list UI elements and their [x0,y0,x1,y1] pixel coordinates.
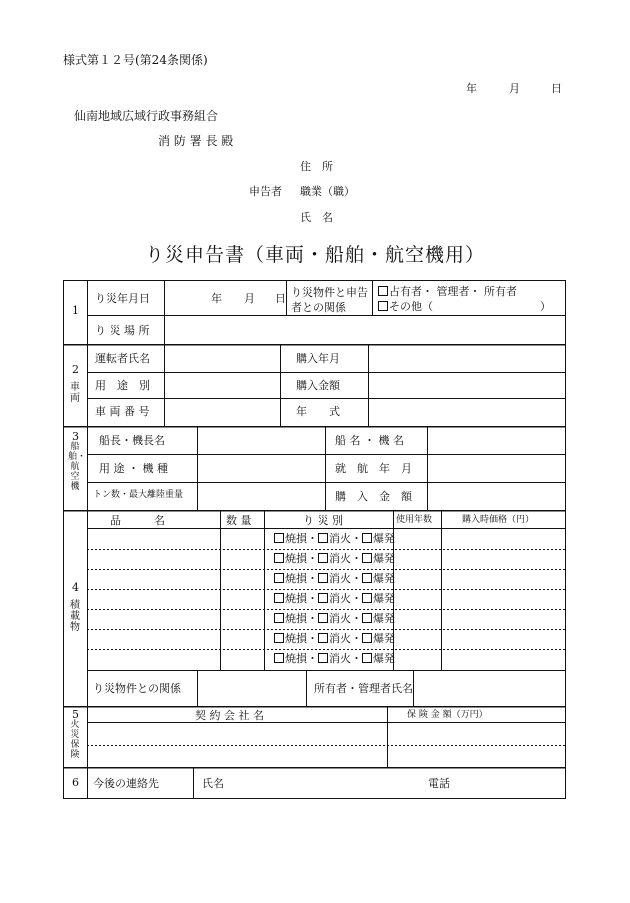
vessel-purchase-amount-label: 購 入 金 額 [335,490,412,503]
section-6-number: 6 [72,776,79,789]
form-number: 様式第１２号(第24条関係) [63,53,208,67]
damage-checkbox[interactable] [274,593,284,603]
separator: ・ [351,632,362,645]
damage-checkbox[interactable] [318,593,328,603]
damage-option-label: 消火 [329,652,351,665]
relation-other-close: ） [540,300,551,313]
purchase-price-header: 購入時価格（円） [462,515,535,525]
damage-option-label: 爆発 [373,652,395,665]
damage-checkbox[interactable] [362,633,372,643]
contact-phone-label: 電話 [428,777,450,790]
contact-label: 今後の連絡先 [93,777,159,790]
owner-manager-name-label: 所有者・管理者氏名 [314,682,413,695]
damage-checkbox[interactable] [318,633,328,643]
damage-option-label: 消火 [329,612,351,625]
section-5-label: 火災保険 [70,720,80,760]
captain-name-label: 船長・機長名 [99,434,165,447]
relation-options[interactable] [378,286,517,297]
section-3-label: 船舶・航空機 [68,442,87,492]
other-checkbox[interactable] [378,301,388,311]
driver-name-label: 運転者氏名 [95,352,150,365]
disaster-date-day[interactable]: 日 [275,292,286,305]
separator: ・ [351,612,362,625]
contact-name-label: 氏名 [202,777,224,790]
separator: ・ [351,572,362,585]
damage-option-label: 焼損 [285,532,307,545]
relation-other-text: その他（ [389,300,433,313]
usage-model-label: 用 途 ・ 機 種 [99,462,168,475]
damage-checkbox[interactable] [318,573,328,583]
separator: ・ [307,572,318,585]
section-3-number: 3 [72,430,79,443]
model-year-label: 年 式 [296,405,340,418]
damage-option-label: 焼損 [285,552,307,565]
usage-type-label: 用 途 別 [95,379,150,392]
section-5-number: 5 [72,708,79,721]
organization-name: 仙南地域広域行政事務組合 [74,109,219,123]
contract-company-header: 契 約 会 社 名 [195,709,264,722]
damage-checkbox[interactable] [362,553,372,563]
separator: ・ [307,612,318,625]
applicant-name-label: 氏 名 [300,211,333,224]
item-relation-label: り災物件との関係 [93,682,181,695]
damage-option-label: 消火 [329,592,351,605]
damage-option-label: 消火 [329,552,351,565]
damage-checkbox[interactable] [274,633,284,643]
damage-checkbox[interactable] [318,653,328,663]
damage-checkbox[interactable] [318,613,328,623]
addressee: 消 防 署 長 殿 [158,134,234,148]
damage-type-row[interactable] [274,553,395,564]
damage-checkbox[interactable] [274,573,284,583]
purchase-date-label: 購入年月 [296,352,340,365]
damage-option-label: 消火 [329,532,351,545]
damage-checkbox[interactable] [362,613,372,623]
damage-option-label: 爆発 [373,532,395,545]
separator: ・ [307,592,318,605]
damage-checkbox[interactable] [318,553,328,563]
damage-option-label: 爆発 [373,572,395,585]
separator: ・ [307,632,318,645]
disaster-type-header: り 災 別 [303,514,343,527]
date-year-unit: 年 [466,82,477,95]
separator: ・ [351,652,362,665]
disaster-date-year[interactable]: 年 [211,292,222,305]
damage-checkbox[interactable] [274,553,284,563]
separator: ・ [307,532,318,545]
occupant-checkbox[interactable] [378,286,388,296]
disaster-date-month[interactable]: 月 [244,292,255,305]
applicant-label: 申告者 [249,185,282,198]
separator: ・ [307,652,318,665]
relation-options-text: 占有者・ 管理者・ 所有者 [389,285,517,298]
damage-type-row[interactable] [274,573,395,584]
damage-type-row[interactable] [274,533,395,544]
quantity-header: 数 量 [226,514,252,527]
section-4-label: 積載物 [70,600,80,633]
years-used-header: 使用年数 [396,515,433,525]
damage-type-row[interactable] [274,653,395,664]
item-name-header: 品 名 [110,514,165,527]
relation-label: り災物件と申告者との関係 [291,286,368,314]
disaster-date-label: り災年月日 [95,292,150,305]
damage-option-label: 焼損 [285,592,307,605]
purchase-amount-label: 購入金額 [296,379,340,392]
applicant-occupation-label: 職業（職） [300,185,355,198]
damage-type-row[interactable] [274,593,395,604]
page-title: り災申告書（車両・船舶・航空機用） [145,244,486,266]
damage-option-label: 焼損 [285,632,307,645]
damage-option-label: 消火 [329,632,351,645]
relation-other[interactable] [378,301,433,312]
separator: ・ [351,592,362,605]
date-day-unit: 日 [551,82,562,95]
service-date-label: 就 航 年 月 [335,462,412,475]
damage-checkbox[interactable] [362,533,372,543]
date-month-unit: 月 [509,82,520,95]
disaster-place-label: り 災 場 所 [95,324,150,337]
damage-option-label: 消火 [329,572,351,585]
separator: ・ [351,532,362,545]
applicant-address-label: 住 所 [300,160,333,173]
separator: ・ [307,552,318,565]
damage-type-row[interactable] [274,613,395,624]
damage-checkbox[interactable] [318,533,328,543]
insurance-amount-header: 保 険 金 額（万円） [407,710,488,720]
damage-option-label: 爆発 [373,632,395,645]
section-1-number: 1 [72,304,79,317]
damage-type-row[interactable] [274,633,395,644]
damage-checkbox[interactable] [362,573,372,583]
damage-option-label: 焼損 [285,612,307,625]
tonnage-label: トン数・最大離陸重量 [93,490,184,500]
section-2-number: 2 [72,363,79,376]
damage-checkbox[interactable] [274,613,284,623]
vessel-name-label: 船 名 ・ 機 名 [335,434,404,447]
damage-option-label: 爆発 [373,592,395,605]
section-2-label: 車両 [70,382,80,404]
damage-option-label: 爆発 [373,612,395,625]
damage-option-label: 焼損 [285,572,307,585]
damage-option-label: 爆発 [373,552,395,565]
damage-option-label: 焼損 [285,652,307,665]
damage-checkbox[interactable] [274,653,284,663]
section-4-number: 4 [72,581,79,594]
damage-checkbox[interactable] [362,593,372,603]
damage-checkbox[interactable] [362,653,372,663]
vehicle-number-label: 車 両 番 号 [95,405,150,418]
damage-checkbox[interactable] [274,533,284,543]
separator: ・ [351,552,362,565]
